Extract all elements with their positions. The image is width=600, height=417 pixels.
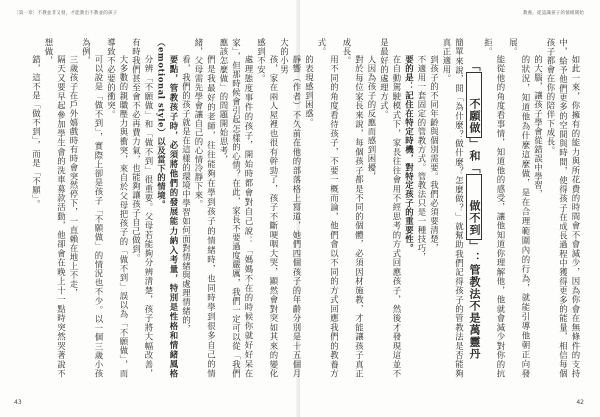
body-paragraph: 如此一來，你擁有的能力與所花費的時間會不會減少，因為你會在無條件的支持中，給予他們更多的空間與時間，使得孩子在成長過程中獲得更多的能量，相信每個孩子都會在你的陪伴下成長。	[546, 38, 581, 378]
body-paragraph: 孩，家在兩人屋裡也很有幹勁了，孩子不斷哽咽大哭，顯然會對突如其來的變化感到不安。	[256, 38, 279, 378]
body-paragraph: 用不同的角度看待孩子，不要一概而論，他們會以不同的方式回應我們的教養方式。	[317, 38, 340, 378]
left-page-number: 43	[14, 399, 22, 406]
body-paragraph: 的表現感到困惑。	[304, 54, 315, 127]
body-paragraph: 分辨「不願做」和「做不到」很重要。父母若能夠分辨清楚，孩子將大幅改善，有時我們甚至會不必再費力氣，也能夠讓孩子自己做到。	[131, 38, 154, 378]
key-point-paragraph: 要的是：記住在特定時機，對特定孩子的重要性。	[404, 54, 415, 253]
body-paragraph: 們是我最好的老師，往往能夠在學到孩子的情緒時，也同時學到很多自己的情緒，父母需先學會讓自己的心情冷靜下來。	[194, 38, 217, 378]
body-paragraph: 人因為孩子的反應而感到困擾，	[367, 54, 377, 181]
body-paragraph: 不適用一套固定的管教方式。管教法只是一種技巧，	[417, 54, 427, 262]
section-title	[466, 38, 483, 378]
right-page-number: 42	[576, 399, 584, 406]
body-paragraph: 看，我們的孩子就是在這樣的環境中學習如何面對情緒與處理情緒的，	[181, 54, 192, 334]
section-title-boxed-2: 做不到	[466, 174, 483, 240]
body-paragraph: 到孩子的不同年齡與個別需要。我們必須要清楚，	[429, 54, 440, 253]
body-paragraph: 的大腦，讓孩子學會從錯誤中學習，	[533, 54, 544, 199]
body-paragraph: 靜響（作者）不久前在他的部落格上寫道，她們四個孩子的年齡分別是十五個月大的小男	[279, 38, 302, 378]
body-paragraph: 能從他的角度看事情，知道他的感受，讓他知道你理解他，他就會減少對你的抗拒。	[483, 38, 506, 378]
right-running-head: 教養，從認識孩子的情緒開始	[522, 11, 584, 16]
section-title-open-quote: 「	[468, 60, 481, 72]
section-title-tail: 」：管教法不是萬靈丹	[468, 240, 481, 360]
body-paragraph: 三歲孩子在戶外嬉戲時有時會突然停下，一直賴在地上不走，	[69, 54, 79, 298]
body-paragraph: 對於每位家長來說，每個孩子都是不同的個體，必須因材施教，才能讓孩子真正成長。	[342, 38, 365, 378]
body-paragraph: 隔天又要早起參加學生會的洗車募款活動，他卻會在晚上十一點時突然哭著說不想做，	[44, 38, 67, 378]
body-paragraph: 的狀況，知道他為什麼這麼做，是在合理範圍內的行為，就能引導他朝正向發展。	[508, 38, 531, 378]
body-paragraph: 大多數的親職壓力與衝突，來自於父母把孩子的「做不到」誤以為「不願做」，而導致不必要的衝突。	[106, 38, 129, 378]
body-paragraph: 簡單來說，問「為什麼？做什麼？怎麼做？」就幫助我們記得孩子的管教法是否能夠真正適用。	[442, 38, 465, 378]
right-page-body	[279, 38, 582, 378]
body-paragraph: 可以說是「做不到」，實際上卻是孩子「不願做」的情況也不少。以一個三歲小孩為例，	[81, 38, 104, 378]
right-page	[279, 0, 600, 417]
body-paragraph: 錯，這不是「做不到」，而是「不願」。	[31, 54, 42, 209]
body-paragraph: 在自動駕駛模式下，家長往往會用不經思考的方式回應孩子，然後才發現這並不是最好的處理方式。	[379, 38, 402, 378]
section-title-middle: 」和「	[468, 138, 481, 174]
left-running-head: 〔第一章〕不教並非又發，才能教出不教並的孩子	[14, 11, 118, 16]
left-page-body	[22, 38, 280, 378]
section-title-boxed-1: 不願做	[466, 72, 483, 138]
body-paragraph: 處理態度事件的孩子，開始時都會對自己說：「媽媽不在的時候你就好好呆在家」，但那時候會引起怎樣的心情？在此，家長不要過度嚴厲，我們一定可以從「我們應該怎麼做」的問題開始思考，	[219, 38, 254, 378]
key-point-paragraph: 要點，管教孩子時，必須將他們的發展能力納入考量，特別是性格和情緒風格（emotional style）以及當下的情境。	[156, 38, 179, 378]
